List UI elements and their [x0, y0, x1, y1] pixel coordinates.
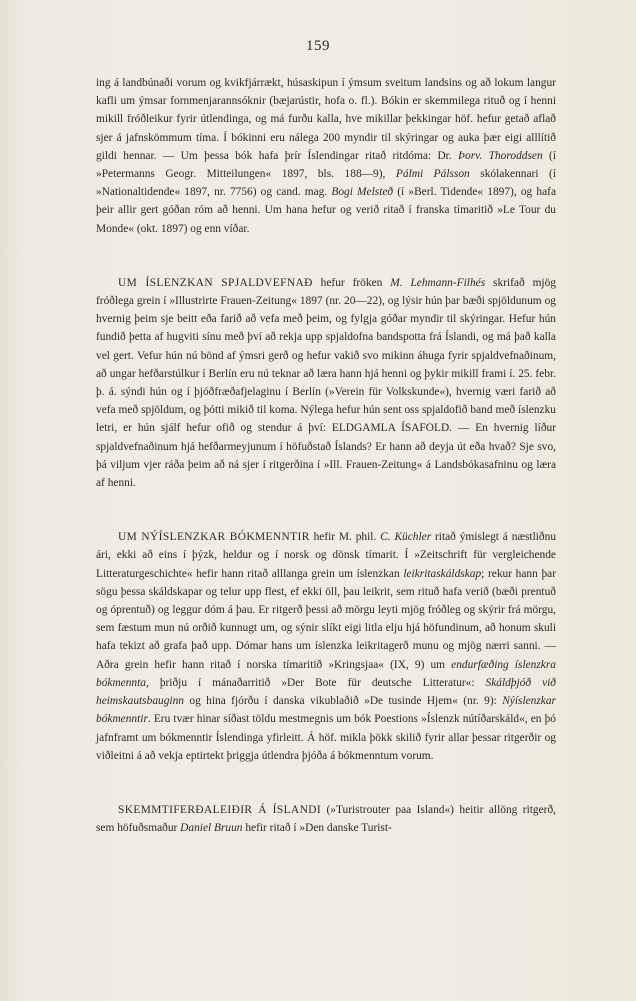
- italic-text: M. Lehmann-Filhés: [390, 276, 486, 289]
- italic-text: Skáldþjóð við heimskautsbauginn: [96, 676, 556, 708]
- italic-text: Þorv. Thoroddsen: [458, 149, 543, 162]
- italic-text: endurfæðing íslenzkra bókmennta: [96, 658, 556, 689]
- body-text: og hina fjórðu í danska vikublaðið »De tusinde Hjem« (nr. 9):: [183, 695, 503, 708]
- body-text: skólakennari (í »Nationaltidende« 1897, nr. 7756) og cand. mag.: [96, 168, 556, 199]
- section-heading: UM NÝÍSLENZKAR BÓKMENNTIR: [118, 531, 310, 544]
- section-heading: UM ÍSLENZKAN SPJALDVEFNAÐ: [118, 276, 313, 289]
- section-heading: SKEMMTIFERÐALEIÐIR Á ÍSLANDI: [118, 803, 322, 816]
- italic-text: Nýíslenzkar bókmenntir: [96, 695, 556, 726]
- paragraph-gap: [96, 238, 556, 274]
- body-text: hefir ritað í »Den danske Turist-: [242, 822, 392, 835]
- page-number: 159: [306, 38, 330, 54]
- italic-text: Bogi Melsteð: [331, 186, 394, 199]
- italic-text: leikritaskáldskap: [403, 567, 482, 580]
- body-text: ing á landbúnaði vorum og kvikfjárrækt, húsaskipun í ýmsum sveitum landsins og að lokum langur kafli um ýmsar fornmenjarannsóknir (bæjarústir, hofa o. fl.). Bókin er skemmilega rituð og í henni mikill fróðleikur fyrir útlendinga, og má furðu kalla, hve mikillar þekkingar höf. hefur getað aflað sjer á jafnskömmum tíma. Í bókinni eru nálega 200 myndir til skýringar og auka þær eigi alllítið gildi hennar. — Um þessa bók hafa þrír Íslendingar ritað ritdóma: Dr.: [96, 77, 556, 162]
- body-text: hefur fröken: [312, 276, 391, 289]
- text-column: [96, 74, 556, 837]
- paragraph-gap: [96, 765, 556, 801]
- body-text: skrifað mjög fróðlega grein í »Illustrirte Frauen-Zeitung« 1897 (nr. 20—22), og lýsir hún þar bæði spjöldunum og hvernig þeim sje beitt eða farið að vefa með þeim, og fylgja góðar myndir til skýringar. Hefur hún fundið þetta af hugviti sínu með því að rekja upp spjaldofna bandspotta frá Íslandi, og má það kalla vel gert. Vefur hún nú bönd af ýmsri gerð og hefur vakið svo mikinn áhuga fyrir spjaldvefnaðinum, að ungar hefðarstúlkur í Berlín eru nú teknar að læra hann hjá henni og þykir mikill frami í. 25. febr. þ. á. sýndi hún og í þjóðfræðafjelaginu í Berlín (»Verein für Volkskunde«), hvernig væri farið að vefa með spjöldum, og þótti mikið til koma. Nýlega hefur hún sent oss spjaldofið band með íslenzku letri, er hún sjálf hefur ofið og stendur á því: ELDGAMLA ÍSAFOLD. — En hvernig líður spjaldvefnaðinum hjá hefðarmeyjunum í höfuðstað Íslands? Er hann að deyja út eða hvað? Sje svo, þá viljum vjer ráða þeim að ná sjer í ritgerðina í »Ill. Frauen-Zeitung« á Landsbókasafninu og læra af henni.: [96, 276, 556, 490]
- section-spjaldvefnad: [96, 274, 556, 492]
- italic-text: C. Küchler: [380, 531, 432, 544]
- body-text: (í »Petermanns Geogr. Mitteilungen« 1897, bls. 188—9),: [96, 149, 556, 181]
- body-text: (í »Berl. Tidende« 1897), og hafa þeir allir gert góðan róm að henni. Um hana hefur og verið ritað í franska tímaritið »Le Tour du Monde« (okt. 1897) og enn víðar.: [96, 186, 556, 235]
- body-text: hefir M. phil.: [309, 531, 381, 544]
- section-bokmenntir: [96, 528, 556, 765]
- intro-paragraph: [96, 74, 556, 238]
- paragraph-gap: [96, 492, 556, 528]
- body-text: . Eru tvær hinar síðast töldu mestmegnis um bók Poestions »Íslenzk nútíðarskáld«, en þó jafnframt um bókmenntir Íslendinga yfirleitt. Á höf. mikla þökk skilið fyrir allar þessar ritgerðir og viðleitni á að vekja eptirtekt þriggja útlendra þjóða á bókmenntum vorum.: [96, 713, 556, 762]
- body-text: ritað ýmislegt á næstliðnu ári, ekki að eins í þýzk, heldur og í norsk og dönsk tímarit. Í »Zeitschrift für vergleichende Litteraturgeschichte« hefir hann ritað alllanga grein um íslenzkan: [96, 531, 557, 580]
- italic-text: Daniel Bruun: [180, 822, 243, 835]
- body-text: ; rekur hann þar sögu þessa skáldskapar og telur upp flest, ef ekki öll, þau leikrit, sem rituð hafa verið (bæði prentuð og óprentuð) og leggur dóm á þau. Er ritgerð þessi að mörgu leyti mjög fróðleg og skýrir frá mörgu, sem fæstum mun nú orðið kunnugt um, og sýnir slíkt eigi litla elju hjá höfundinum, að honum skuli hafa tekizt að grafa það upp. Dómar hans um íslenzka leikritagerð munu og mjög nærri sanni. — Aðra grein hefir hann ritað í norska tímaritið »Kringsjaa« (IX, 9) um: [96, 567, 556, 671]
- section-skemmtiferdaleidir: [96, 801, 556, 837]
- body-text: (»Turistrouter paa Island«) heitir allöng ritgerð, sem höfuðsmaður: [96, 803, 556, 835]
- body-text: , þriðju í mánaðarritið »Der Bote für deutsche Litteratur«:: [145, 676, 486, 689]
- italic-text: Pálmi Pálsson: [395, 168, 470, 181]
